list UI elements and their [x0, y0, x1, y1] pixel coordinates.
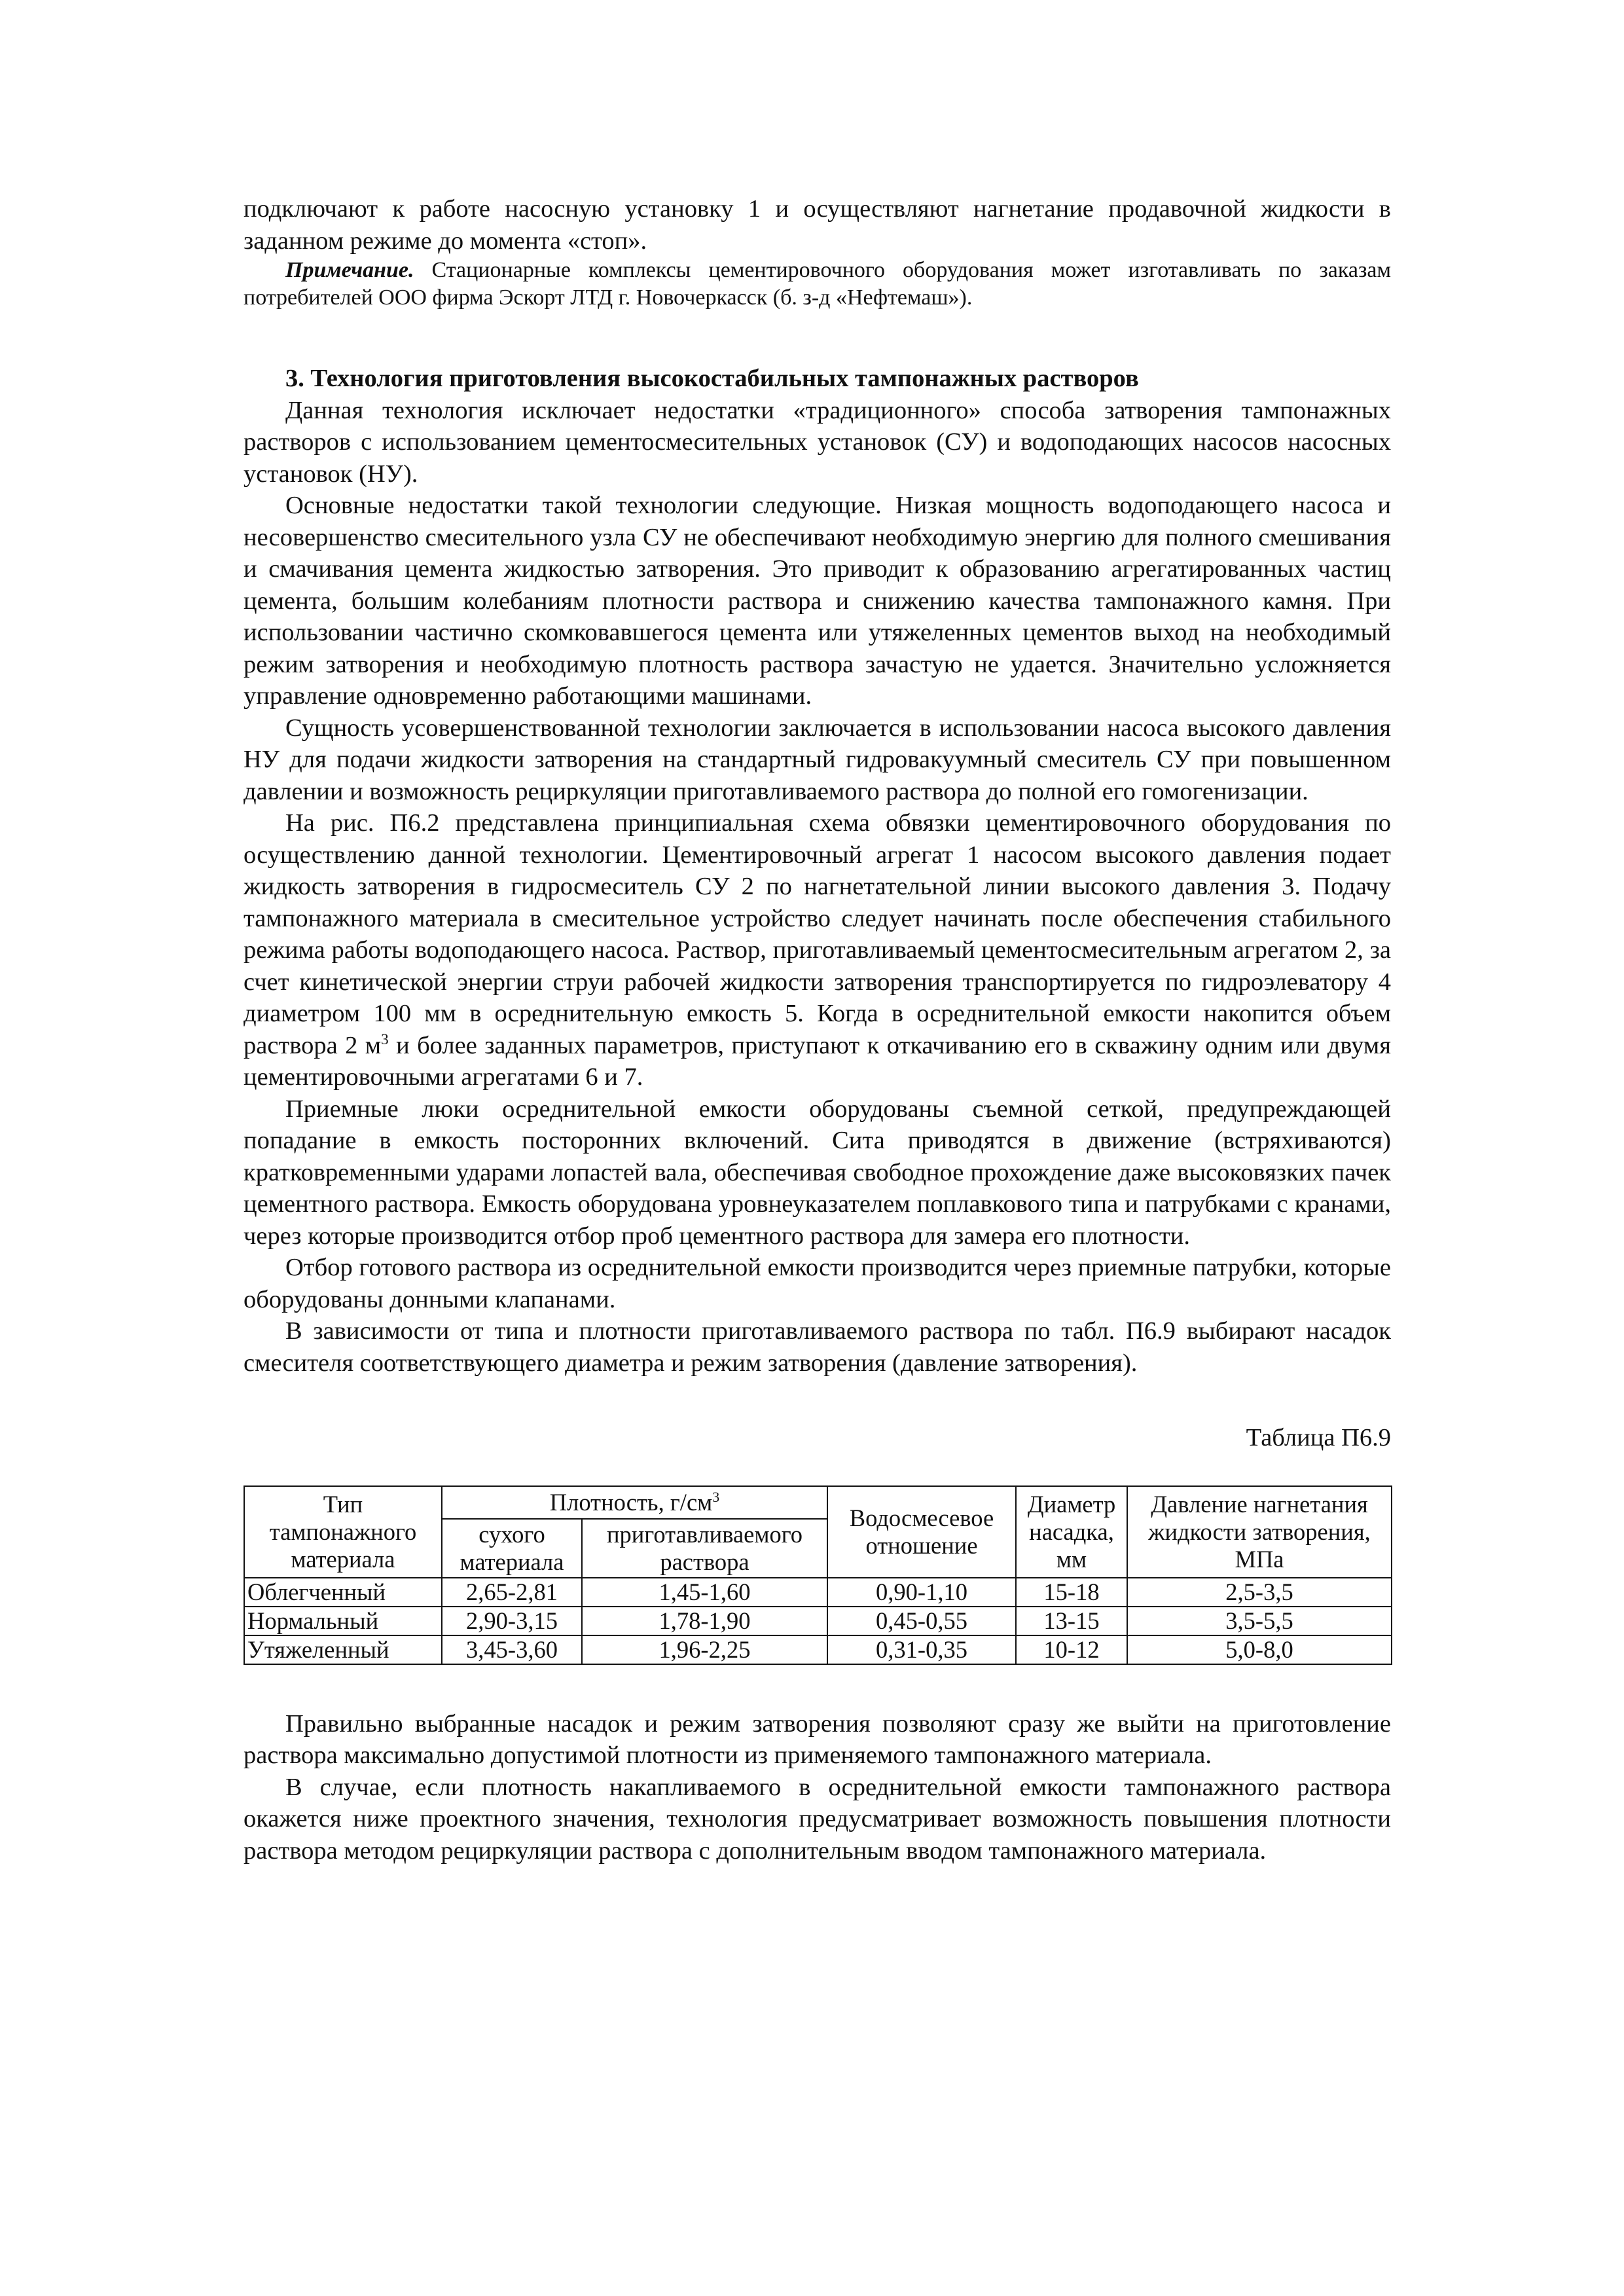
table-row: [244, 1635, 1392, 1664]
section-paragraph-3: Сущность усовершенствованной технологии заключается в использовании насоса высокого давления НУ для подачи жидкости затворения на стандартный гидровакуумный смеситель СУ при повышенном давлении и возможность рециркуляции приготавливаемого раствора до полной его гомогенизации.: [244, 714, 1391, 805]
table-row: [244, 1607, 1392, 1635]
cell-type: Нормальный: [244, 1607, 442, 1635]
note-paragraph: [244, 257, 1391, 312]
cell-type: Утяжеленный: [244, 1635, 442, 1664]
section-title: 3. Технология приготовления высокостабильных тампонажных растворов: [285, 365, 1139, 392]
header-density-sup: 3: [712, 1488, 720, 1505]
section-paragraph-7: В зависимости от типа и плотности приготавливаемого раствора по табл. П6.9 выбирают насадок смесителя соответствующего диаметра и режим затворения (давление затворения).: [244, 1317, 1391, 1377]
header-density-label: Плотность, г/см: [549, 1488, 713, 1516]
section-paragraph-1: Данная технология исключает недостатки «традиционного» способа затворения тампонажных растворов с использованием цементосмесительных установок (СУ) и водоподающих насосов насосных установок (НУ).: [244, 396, 1391, 488]
cell-ratio: 0,90-1,10: [827, 1578, 1016, 1607]
header-dry-density: сухого материала: [442, 1519, 582, 1578]
cell-solution: 1,96-2,25: [582, 1635, 827, 1664]
paragraph-4-part-a: На рис. П6.2 представлена принципиальная схема обвязки цементировочного оборудования по осуществлению данной технологии. Цементировочный агрегат 1 насосом высокого давления подает жидкость затворения в гидросмеситель СУ 2 по нагнетательной линии высокого давления 3. Подачу тампонажного материала в смесительное устройство следует начинать после обеспечения стабильного режима работы водоподающего насоса. Раствор, приготавливаемый цементосмесительным агрегатом 2, за счет кинетической энергии струи рабочей жидкости затворения транспортируется по гидроэлеватору 4 диаметром 100 мм в осреднительную емкость 5. Когда в осреднительной емкости накопится объем раствора 2 м: [244, 809, 1391, 1059]
cell-diameter: 13-15: [1016, 1607, 1127, 1635]
paragraph-continuation: подключают к работе насосную установку 1 и осуществляют нагнетание продавочной жидкости в заданном режиме до момента «стоп».: [244, 195, 1391, 255]
cell-ratio: 0,31-0,35: [827, 1635, 1016, 1664]
cell-pressure: 2,5-3,5: [1127, 1578, 1392, 1607]
section-paragraph-6: Отбор готового раствора из осреднительной емкости производится через приемные патрубки, которые оборудованы донными клапанами.: [244, 1254, 1391, 1313]
header-water-ratio: Водосмесевое отношение: [827, 1486, 1016, 1578]
header-solution-density: приготавливаемого раствора: [582, 1519, 827, 1578]
cell-dry: 3,45-3,60: [442, 1635, 582, 1664]
table-row: [244, 1578, 1392, 1607]
cell-dry: 2,90-3,15: [442, 1607, 582, 1635]
note-text: Стационарные комплексы цементировочного оборудования может изготавливать по заказам потребителей ООО фирма Эскорт ЛТД г. Новочеркасск (б. з-д «Нефтемаш»).: [244, 258, 1391, 310]
cell-dry: 2,65-2,81: [442, 1578, 582, 1607]
cell-solution: 1,45-1,60: [582, 1578, 827, 1607]
closing-paragraph-1: Правильно выбранные насадок и режим затворения позволяют сразу же выйти на приготовление раствора максимально допустимой плотности из применяемого тампонажного материала.: [244, 1709, 1391, 1769]
header-pressure: Давление нагнетания жидкости затворения, МПа: [1127, 1486, 1392, 1578]
header-material-type: Тип тампонажного материала: [244, 1486, 442, 1578]
cell-solution: 1,78-1,90: [582, 1607, 827, 1635]
header-density-group: [442, 1486, 827, 1519]
cell-type: Облегченный: [244, 1578, 442, 1607]
document-page: [244, 193, 1391, 1867]
cell-ratio: 0,45-0,55: [827, 1607, 1016, 1635]
section-paragraph-2: Основные недостатки такой технологии следующие. Низкая мощность водоподающего насоса и несовершенство смесительного узла СУ не обеспечивают необходимую энергию для полного смешивания и смачивания цемента жидкостью затворения. Это приводит к образованию агрегатированных частиц цемента, большим колебаниям плотности раствора и снижению качества тампонажного камня. При использовании частично скомковавшегося цемента или утяжеленных цементов выход на необходимый режим затворения и необходимую плотность раствора зачастую не удается. Значительно усложняется управление одновременно работающими машинами.: [244, 492, 1391, 710]
header-nozzle-diameter: Диаметр насадка, мм: [1016, 1486, 1127, 1578]
cell-diameter: 15-18: [1016, 1578, 1127, 1607]
note-label: Примечание.: [285, 258, 414, 282]
cell-diameter: 10-12: [1016, 1635, 1127, 1664]
table-caption: Таблица П6.9: [1246, 1424, 1391, 1451]
section-paragraph-4: [244, 807, 1391, 1093]
cell-pressure: 3,5-5,5: [1127, 1607, 1392, 1635]
section-paragraph-5: Приемные люки осреднительной емкости оборудованы съемной сеткой, предупреждающей попадание в емкость посторонних включений. Сита приводятся в движение (встряхиваются) кратковременными ударами лопастей вала, обеспечивая свободное прохождение даже высоковязких пачек цементного раствора. Емкость оборудована уровнеуказателем поплавкового типа и патрубками с кранами, через которые производится отбор проб цементного раствора для замера его плотности.: [244, 1095, 1391, 1250]
cell-pressure: 5,0-8,0: [1127, 1635, 1392, 1664]
closing-paragraph-2: В случае, если плотность накапливаемого в осреднительной емкости тампонажного раствора окажется ниже проектного значения, технология предусматривает возможность повышения плотности раствора методом рециркуляции раствора с дополнительным вводом тампонажного материала.: [244, 1773, 1391, 1865]
mixing-parameters-table: [244, 1485, 1392, 1665]
cubic-superscript: 3: [381, 1030, 389, 1048]
paragraph-4-part-b: и более заданных параметров, приступают к откачиванию его в скважину одним или двумя цементировочными агрегатами 6 и 7.: [244, 1031, 1391, 1091]
